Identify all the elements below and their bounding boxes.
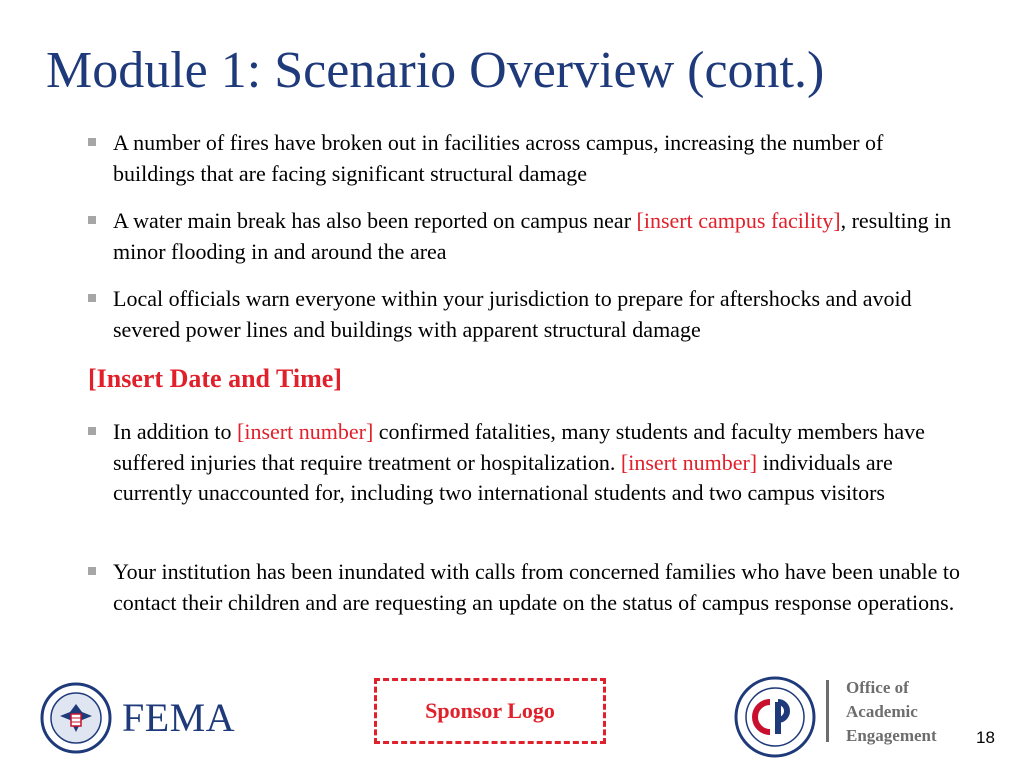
dhs-seal-icon <box>40 682 112 754</box>
placeholder-text: [insert campus facility] <box>636 208 841 233</box>
bullet-text: , resulting in minor flooding in and around the area <box>113 208 952 264</box>
square-bullet-icon <box>88 138 96 146</box>
sponsor-logo-label: Sponsor Logo <box>425 698 555 723</box>
bullet-item <box>88 417 968 509</box>
sponsor-logo-placeholder <box>374 678 606 744</box>
bullet-item <box>88 284 968 345</box>
bullet-text: Your institution has been inundated with calls from concerned families who have been unable to contact their children and are requesting an update on the status of campus response operations. <box>113 559 960 615</box>
placeholder-text: [insert number] <box>620 449 758 475</box>
logo-divider <box>826 680 829 742</box>
office-line: Engagement <box>846 726 937 745</box>
bullet-text: confirmed fatalities, many students and faculty members have suffered injuries that require treatment or hospitalization. <box>113 419 925 475</box>
office-line: Academic <box>846 702 918 721</box>
campus-resilience-program-logo-icon <box>734 676 816 758</box>
bullet-item <box>88 206 968 267</box>
office-line: Office of <box>846 678 909 697</box>
square-bullet-icon <box>88 216 96 224</box>
bullet-item <box>88 557 968 618</box>
placeholder-text: [insert number] <box>237 419 374 444</box>
square-bullet-icon <box>88 567 96 575</box>
square-bullet-icon <box>88 294 96 302</box>
date-time-subheading: [Insert Date and Time] <box>88 364 342 393</box>
bullet-text: A water main break has also been reported on campus near <box>113 208 637 233</box>
bullet-text: A number of fires have broken out in facilities across campus, increasing the number of buildings that are facing significant structural damage <box>113 130 884 186</box>
slide-title: Module 1: Scenario Overview (cont.) <box>46 42 825 99</box>
bullet-item <box>88 128 968 189</box>
bullet-text: In addition to <box>113 419 238 444</box>
square-bullet-icon <box>88 427 96 435</box>
bullet-text: Local officials warn everyone within your jurisdiction to prepare for aftershocks and avoid severed power lines and buildings with apparent structural damage <box>113 286 912 342</box>
office-of-academic-engagement-wordmark <box>846 676 937 748</box>
fema-wordmark: FEMA <box>122 695 236 740</box>
page-number: 18 <box>976 728 995 747</box>
bullet-text: individuals are currently unaccounted for, including two international students and two campus visitors <box>113 449 893 505</box>
